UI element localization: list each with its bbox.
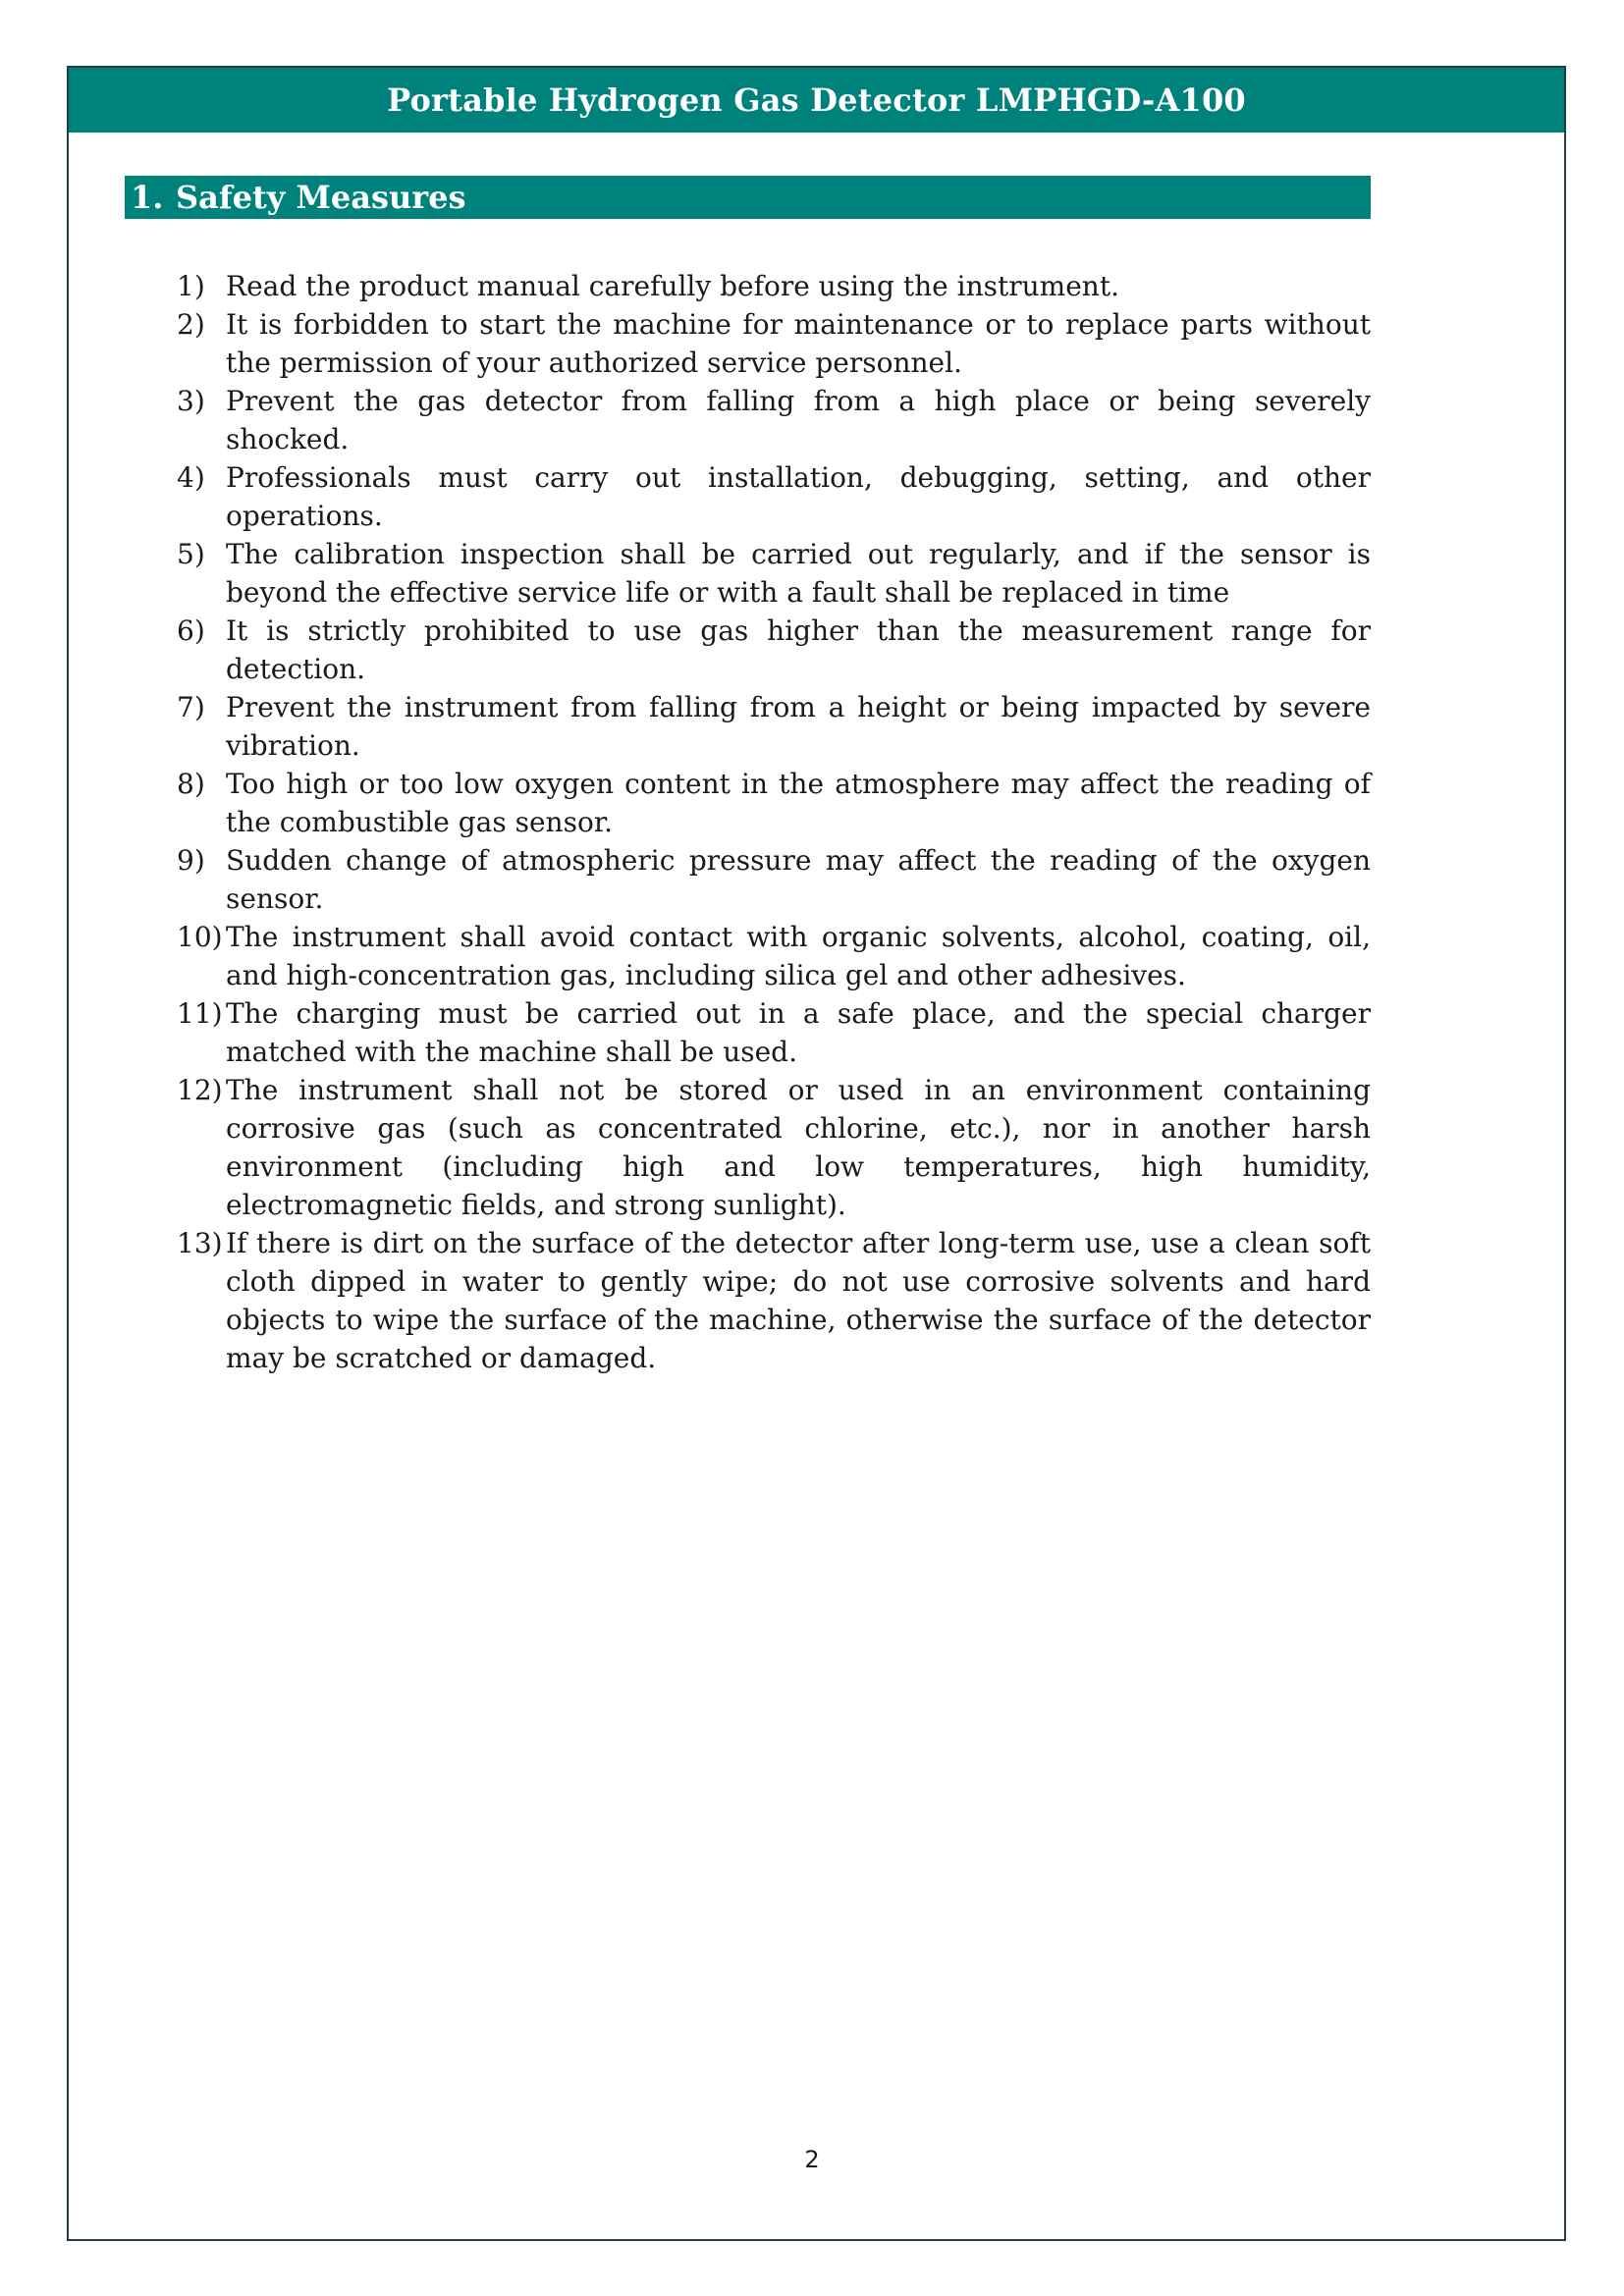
item-text: The instrument shall not be stored or used in an environment containing corrosive gas (such as concentrated chlorine, etc.), nor in another harsh environment (including high and low temperatures, high humidity, electromagnetic fields, and strong sunlight). xyxy=(226,1074,1371,1221)
item-number: 11) xyxy=(177,997,223,1030)
item-number: 5) xyxy=(177,538,205,570)
item-number: 2) xyxy=(177,308,205,341)
list-item xyxy=(177,305,1371,382)
item-number: 8) xyxy=(177,768,205,800)
list-item xyxy=(177,1071,1371,1224)
list-item xyxy=(177,612,1371,688)
item-text: Prevent the instrument from falling from a height or being impacted by severe vibration. xyxy=(226,691,1371,762)
list-item xyxy=(177,382,1371,458)
item-number: 7) xyxy=(177,691,205,723)
list-item xyxy=(177,688,1371,765)
item-text: The charging must be carried out in a safe place, and the special charger matched with the machine shall be used. xyxy=(226,997,1371,1068)
item-number: 10) xyxy=(177,921,223,953)
item-number: 6) xyxy=(177,614,205,647)
item-text: Prevent the gas detector from falling from a high place or being severely shocked. xyxy=(226,385,1371,455)
list-item xyxy=(177,994,1371,1071)
page-number: 2 xyxy=(804,2146,820,2173)
item-text: It is strictly prohibited to use gas higher than the measurement range for detection. xyxy=(226,614,1371,685)
section-number: 1. xyxy=(131,179,164,216)
item-text: The calibration inspection shall be carried out regularly, and if the sensor is beyond the effective service life or with a fault shall be replaced in time xyxy=(226,538,1371,609)
list-item xyxy=(177,458,1371,535)
list-item xyxy=(177,1224,1371,1377)
item-text: If there is dirt on the surface of the detector after long-term use, use a clean soft cloth dipped in water to gently wipe; do not use corrosive solvents and hard objects to wipe the surface of the machine, otherwise the surface of the detector may be scratched or damaged. xyxy=(226,1227,1371,1374)
list-item xyxy=(177,765,1371,841)
item-number: 1) xyxy=(177,270,205,302)
item-text: It is forbidden to start the machine for maintenance or to replace parts without the permission of your authorized service personnel. xyxy=(226,308,1371,379)
list-item xyxy=(177,918,1371,994)
list-item xyxy=(177,535,1371,612)
item-text: Too high or too low oxygen content in the atmosphere may affect the reading of the combustible gas sensor. xyxy=(226,768,1371,838)
header-bar xyxy=(69,68,1564,133)
list-item xyxy=(177,267,1371,305)
list-item xyxy=(177,841,1371,918)
item-number: 12) xyxy=(177,1074,223,1106)
item-text: Sudden change of atmospheric pressure may affect the reading of the oxygen sensor. xyxy=(226,844,1371,915)
safety-measures-list xyxy=(177,267,1371,1377)
item-number: 13) xyxy=(177,1227,223,1259)
item-text: Read the product manual carefully before using the instrument. xyxy=(226,270,1119,302)
item-number: 9) xyxy=(177,844,205,877)
item-number: 4) xyxy=(177,461,205,494)
document-title: Portable Hydrogen Gas Detector LMPHGD-A100 xyxy=(387,81,1246,119)
item-number: 3) xyxy=(177,385,205,417)
item-text: Professionals must carry out installation, debugging, setting, and other operations. xyxy=(226,461,1371,532)
section-title: Safety Measures xyxy=(176,179,466,216)
section-heading-bar xyxy=(125,176,1371,219)
item-text: The instrument shall avoid contact with organic solvents, alcohol, coating, oil, and high-concentration gas, including silica gel and other adhesives. xyxy=(226,921,1371,991)
